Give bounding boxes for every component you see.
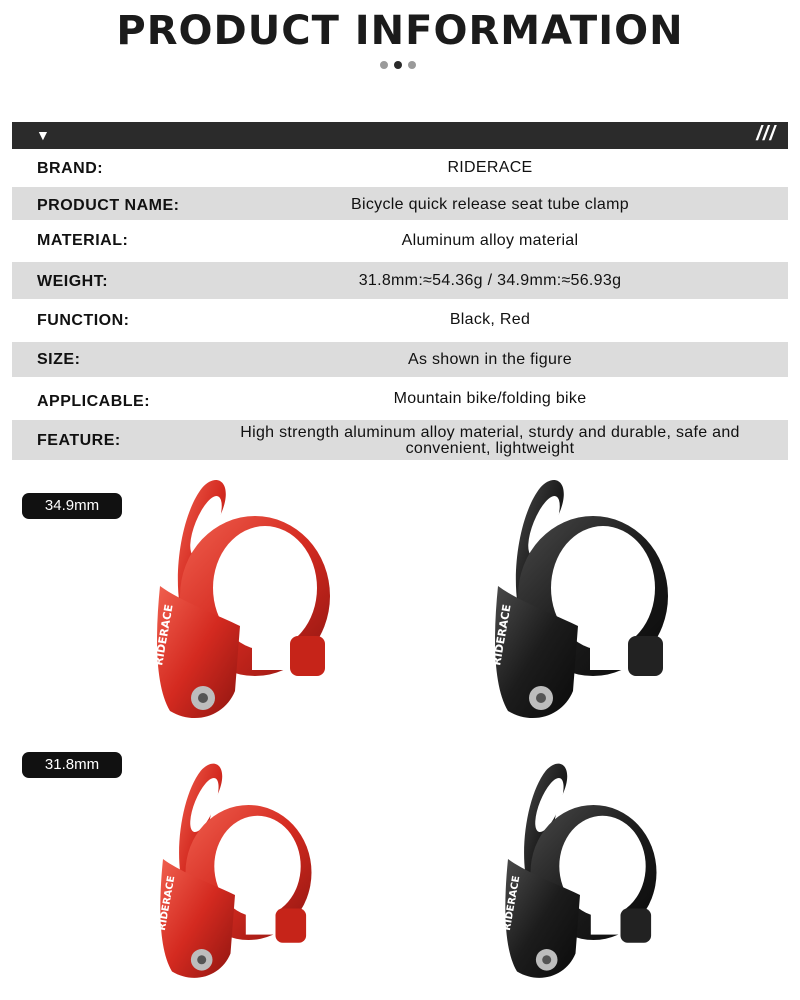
brand-print: RIDERACE (490, 603, 514, 667)
product-image-black-34-9 (478, 476, 678, 726)
bolt-hex-icon (536, 693, 546, 703)
spec-label: SIZE: (37, 351, 81, 368)
spec-label: FEATURE: (37, 432, 121, 449)
spec-label: BRAND: (37, 160, 104, 177)
spec-row-size (12, 342, 788, 377)
spec-label: FUNCTION: (37, 312, 130, 329)
product-image-black-31-8 (490, 750, 670, 995)
slashes-decoration: /// (756, 123, 776, 145)
bolt-hex-icon (198, 693, 208, 703)
spec-value: Bicycle quick release seat tube clamp (351, 196, 629, 213)
carousel-dots (380, 61, 416, 69)
spec-value: Mountain bike/folding bike (393, 390, 587, 407)
section-header-bar (12, 122, 788, 149)
spec-label: PRODUCT NAME: (37, 197, 180, 214)
spec-row-material (12, 221, 788, 261)
spec-row-product-name (12, 187, 788, 220)
triangle-down-icon: ▼ (36, 127, 50, 143)
spec-value: As shown in the figure (407, 351, 573, 368)
product-image-red-34-9 (140, 476, 340, 726)
spec-value: Black, Red (449, 311, 531, 328)
spec-label: MATERIAL: (37, 232, 129, 249)
spec-row-brand (12, 150, 788, 186)
bolt-hex-icon (197, 955, 206, 964)
spec-row-applicable (12, 378, 788, 419)
brand-print: RIDERACE (156, 874, 178, 932)
size-badge-31-8: 31.8mm (22, 752, 122, 778)
spec-row-weight (12, 262, 788, 299)
spec-label: WEIGHT: (37, 273, 109, 290)
carousel-dot-active[interactable] (394, 61, 402, 69)
spec-value: 31.8mm:≈54.36g / 34.9mm:≈56.93g (358, 272, 622, 289)
carousel-dot[interactable] (380, 61, 388, 69)
spec-value: Aluminum alloy material (401, 232, 579, 249)
spec-label: APPLICABLE: (37, 393, 151, 410)
spec-value: High strength aluminum alloy material, sturdy and durable, safe and convenient, lightweight (240, 424, 740, 457)
carousel-dot[interactable] (408, 61, 416, 69)
brand-print: RIDERACE (152, 603, 176, 667)
brand-print: RIDERACE (501, 874, 523, 932)
spec-value: RIDERACE (447, 159, 533, 176)
spec-row-function (12, 300, 788, 341)
product-image-red-31-8 (145, 750, 325, 995)
size-badge-34-9: 34.9mm (22, 493, 122, 519)
bolt-hex-icon (542, 955, 551, 964)
spec-row-feature (12, 420, 788, 460)
page-title: PRODUCT INFORMATION (116, 8, 684, 54)
